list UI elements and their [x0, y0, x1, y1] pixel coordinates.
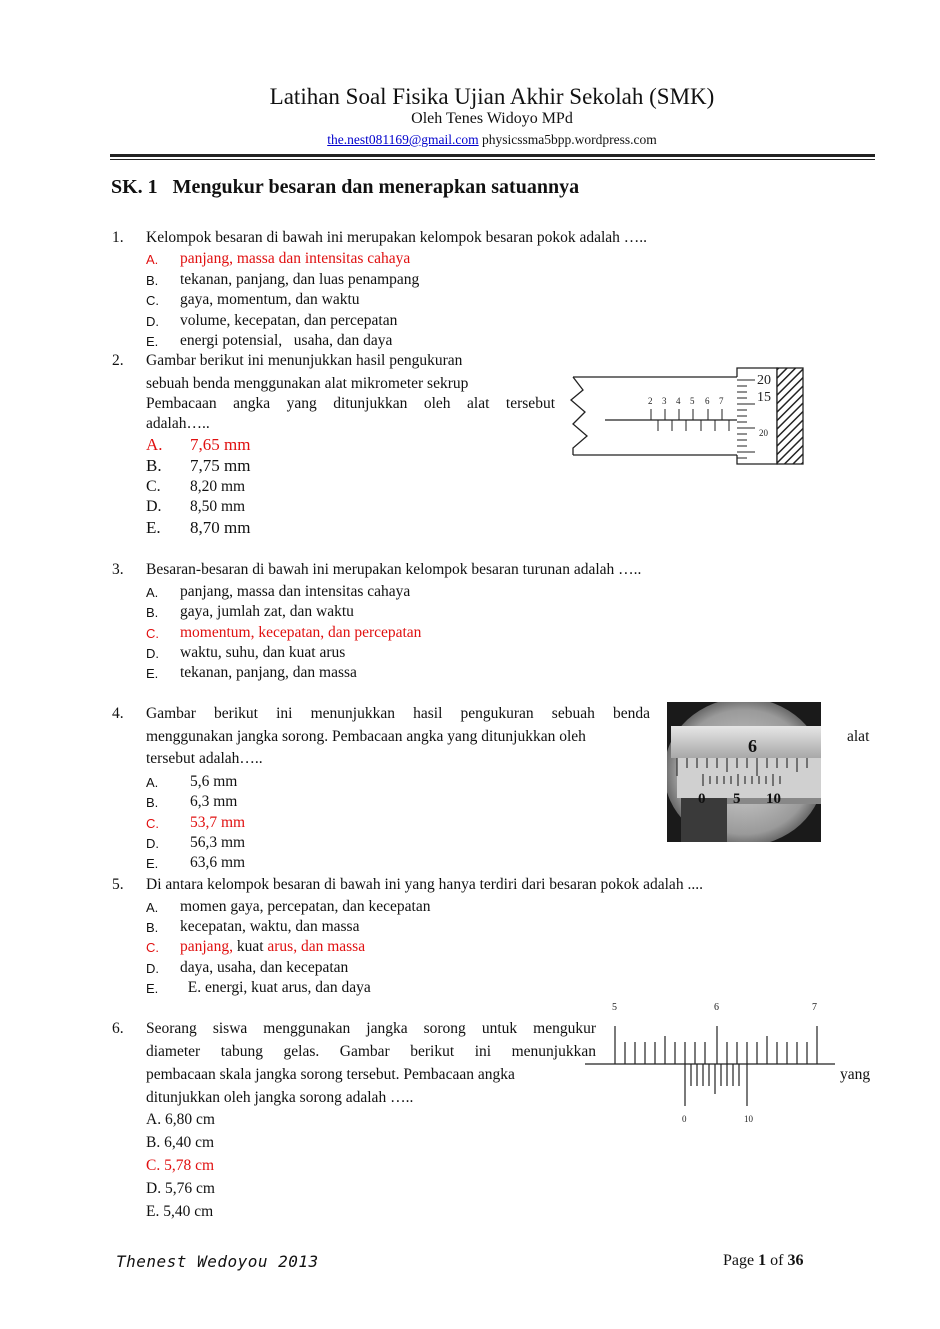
footer-author: Thenest Wedoyou 2013 — [116, 1252, 319, 1271]
scale-vernier-label: 0 — [682, 1114, 687, 1124]
caliper-vernier-label: 10 — [766, 791, 781, 807]
q6-line3-end: yang — [840, 1066, 871, 1083]
q6-option-d: D. 5,76 cm — [146, 1180, 215, 1197]
scale-main-label: 5 — [612, 1002, 617, 1013]
mic-scale-label: 5 — [690, 396, 695, 406]
q1-text: Kelompok besaran di bawah ini merupakan kelompok besaran pokok adalah ….. — [146, 229, 648, 246]
q4-line3: tersebut adalah….. — [146, 750, 263, 767]
caliper-vernier-label: 5 — [733, 791, 741, 807]
q6-option-e: E. 5,40 cm — [146, 1203, 214, 1220]
header-rule-thin — [110, 159, 875, 160]
page-number: Page 1 of 36 — [723, 1252, 804, 1269]
scale-main-label: 7 — [812, 1002, 817, 1013]
q2-line4: adalah….. — [146, 415, 210, 432]
q6-option-c: C. 5,78 cm — [146, 1157, 215, 1174]
caliper-vernier-label: 0 — [698, 791, 706, 807]
q5-text: Di antara kelompok besaran di bawah ini yang hanya terdiri dari besaran pokok adalah .... — [146, 876, 703, 893]
header-rule — [110, 154, 875, 157]
q6-line3: pembacaan skala jangka sorong tersebut. Pembacaan angka — [146, 1066, 515, 1083]
mic-scale-label: 2 — [648, 396, 653, 406]
q6-number: 6. — [112, 1020, 124, 1037]
author: Oleh Tenes Widoyo MPd — [411, 110, 573, 127]
q6-line1: Seorang siswa menggunakan jangka sorong untuk mengukur — [146, 1020, 596, 1037]
mic-scale-label: 4 — [676, 396, 681, 406]
q3-number: 3. — [112, 561, 124, 578]
q2-line2: sebuah benda menggunakan alat mikrometer sekrup — [146, 375, 469, 392]
vernier-caliper-photo — [667, 702, 821, 842]
q3-text: Besaran-besaran di bawah ini merupakan kelompok besaran turunan adalah ….. — [146, 561, 642, 578]
contact-line — [0, 132, 940, 148]
q4-line2: menggunakan jangka sorong. Pembacaan angka yang ditunjukkan oleh — [146, 728, 586, 745]
mic-scale-label: 3 — [662, 396, 667, 406]
website-text: physicssma5bpp.wordpress.com — [482, 132, 657, 147]
q4-line1: Gambar berikut ini menunjukkan hasil pengukuran sebuah benda — [146, 705, 650, 722]
q6-option-a: A. 6,80 cm — [146, 1111, 215, 1128]
caliper-main-label: 6 — [748, 736, 757, 756]
thimble-label: 20 — [759, 428, 768, 438]
scale-main-label: 6 — [714, 1002, 719, 1013]
q1-number: 1. — [112, 229, 124, 246]
vernier-scale-figure — [585, 996, 835, 1126]
anvil-block — [777, 368, 803, 464]
email-link[interactable]: the.nest081169@gmail.com — [327, 132, 479, 147]
mic-scale-label: 7 — [719, 396, 724, 406]
mic-scale-label: 6 — [705, 396, 710, 406]
q2-line1: Gambar berikut ini menunjukkan hasil pengukuran — [146, 352, 463, 369]
thimble-label: 15 — [757, 390, 771, 405]
micrometer-figure — [565, 360, 810, 472]
q2-line3: Pembacaan angka yang ditunjukkan oleh alat tersebut — [146, 395, 555, 412]
q4-number: 4. — [112, 705, 124, 722]
q6-line2: diameter tabung gelas. Gambar berikut ini menunjukkan — [146, 1043, 596, 1060]
page-title: Latihan Soal Fisika Ujian Akhir Sekolah (SMK) — [269, 84, 715, 109]
q4-line2-end: alat — [847, 728, 870, 745]
q6-line4: ditunjukkan oleh jangka sorong adalah ….. — [146, 1089, 414, 1106]
q6-option-b: B. 6,40 cm — [146, 1134, 215, 1151]
scale-vernier-label: 10 — [744, 1114, 753, 1124]
q2-number: 2. — [112, 352, 124, 369]
thimble-label: 20 — [757, 373, 771, 388]
q5-number: 5. — [112, 876, 124, 893]
section-title: SK. 1 Mengukur besaran dan menerapkan satuannya — [111, 176, 580, 198]
